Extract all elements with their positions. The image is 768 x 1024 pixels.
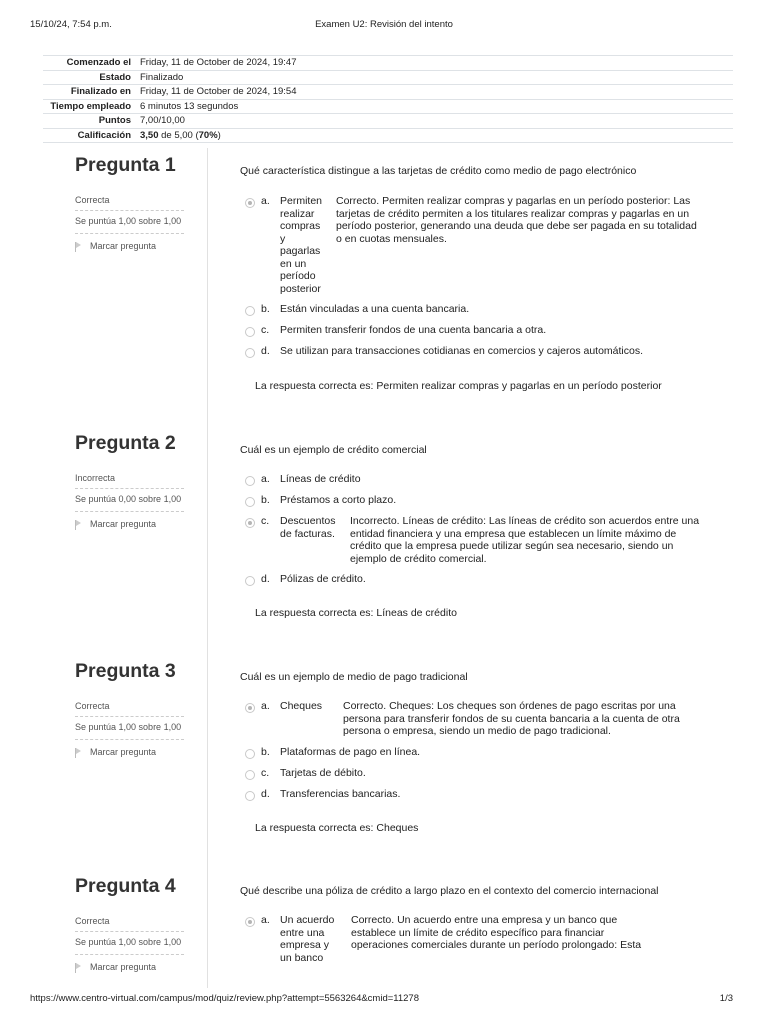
question-content <box>240 165 700 393</box>
grade-percent: 70% <box>198 129 218 141</box>
print-header <box>0 19 768 33</box>
question-content <box>240 671 700 834</box>
answer-text: Préstamos a corto plazo. <box>280 494 397 506</box>
correct-answer-text: La respuesta correcta es: Líneas de crédito <box>255 607 457 619</box>
question-number: Pregunta 2 <box>75 432 176 454</box>
grade-close: ) <box>217 129 221 141</box>
answer-option-d[interactable] <box>240 788 700 801</box>
answer-option-b[interactable] <box>240 303 700 316</box>
flag-question-link[interactable] <box>75 955 184 972</box>
flag-icon <box>75 963 82 972</box>
flag-icon <box>75 242 82 251</box>
answer-list <box>240 473 700 586</box>
radio-unselected[interactable] <box>245 576 255 586</box>
answer-feedback: Correcto. Un acuerdo entre una empresa y un banco que establece un límite de crédito específico para financiar operaciones comerciales durante un período prolongado: Esta <box>351 914 642 951</box>
radio-selected[interactable] <box>245 518 255 528</box>
answer-letter: b. <box>261 745 270 758</box>
flag-icon <box>75 748 82 757</box>
flag-label: Marcar pregunta <box>90 241 157 251</box>
answer-option-d[interactable] <box>240 345 700 358</box>
summary-label: Calificación <box>43 128 140 143</box>
question-info <box>75 660 184 757</box>
summary-row <box>43 56 733 71</box>
answer-letter: d. <box>261 573 270 585</box>
attempt-summary-table <box>43 55 733 143</box>
answer-text: Cheques <box>280 700 323 712</box>
correct-answer-text: La respuesta correcta es: Permiten realizar compras y pagarlas en un período posterior <box>255 380 662 392</box>
radio-selected[interactable] <box>245 917 255 927</box>
radio-unselected[interactable] <box>245 476 255 486</box>
radio-unselected[interactable] <box>245 348 255 358</box>
question-text: Qué describe una póliza de crédito a largo plazo en el contexto del comercio internacional <box>240 885 659 897</box>
answer-letter: a. <box>261 195 270 207</box>
question-number: Pregunta 1 <box>75 154 176 176</box>
answer-option-b[interactable] <box>240 494 700 507</box>
summary-value: Friday, 11 de October de 2024, 19:47 <box>140 56 733 71</box>
radio-unselected[interactable] <box>245 327 255 337</box>
answer-letter: a. <box>261 473 270 485</box>
answer-option-c[interactable] <box>240 324 700 337</box>
radio-selected[interactable] <box>245 703 255 713</box>
answer-option-a[interactable] <box>240 700 700 738</box>
question-number: Pregunta 3 <box>75 660 176 682</box>
flag-icon <box>75 520 82 529</box>
question-state: Correcta <box>75 916 184 932</box>
answer-letter: d. <box>261 787 270 800</box>
summary-value: 7,00/10,00 <box>140 114 733 129</box>
flag-question-link[interactable] <box>75 234 184 251</box>
grade-max: de 5,00 ( <box>158 129 199 141</box>
answer-text: Pólizas de crédito. <box>280 573 366 585</box>
answer-option-c[interactable] <box>240 767 700 780</box>
answer-option-d[interactable] <box>240 573 700 586</box>
print-page-title: Examen U2: Revisión del intento <box>315 19 453 30</box>
answer-feedback: Incorrecto. Líneas de crédito: Las líneas de crédito son acuerdos entre una entidad financiera y una empresa que establecen un límite máximo de crédito que la empresa puede utilizar según sea necesario, siendo un ejemplo de crédito comercial. <box>350 515 700 565</box>
answer-list <box>240 914 660 964</box>
summary-row <box>43 70 733 85</box>
summary-row <box>43 128 733 143</box>
summary-label: Estado <box>43 70 140 85</box>
print-date: 15/10/24, 7:54 p.m. <box>30 19 112 30</box>
answer-letter: b. <box>261 303 270 315</box>
question-grade: Se puntúa 0,00 sobre 1,00 <box>75 489 184 512</box>
summary-value: Finalizado <box>140 70 733 85</box>
grade-value <box>140 128 733 143</box>
question-grade: Se puntúa 1,00 sobre 1,00 <box>75 932 184 955</box>
print-url: https://www.centro-virtual.com/campus/mod/quiz/review.php?attempt=5563264&cmid=11278 <box>30 993 420 1004</box>
answer-text: Están vinculadas a una cuenta bancaria. <box>280 303 470 315</box>
question-number: Pregunta 4 <box>75 875 176 897</box>
answer-text: Transferencias bancarias. <box>280 787 401 800</box>
answer-option-a[interactable] <box>240 914 660 964</box>
question-info <box>75 154 184 251</box>
column-divider <box>207 148 208 988</box>
answer-option-b[interactable] <box>240 746 700 759</box>
question-info <box>75 432 184 529</box>
summary-row <box>43 99 733 114</box>
flag-label: Marcar pregunta <box>90 747 157 757</box>
summary-label: Finalizado en <box>43 85 140 100</box>
answer-text: Permiten realizar compras y pagarlas en un período posterior <box>280 195 323 295</box>
summary-label: Puntos <box>43 114 140 129</box>
answer-list <box>240 700 700 801</box>
flag-question-link[interactable] <box>75 512 184 529</box>
print-footer <box>0 993 768 1007</box>
answer-letter: c. <box>261 324 270 336</box>
question-content <box>240 885 660 972</box>
answer-list <box>240 195 700 358</box>
flag-label: Marcar pregunta <box>90 962 157 972</box>
answer-option-c[interactable] <box>240 515 700 565</box>
answer-letter: a. <box>261 914 270 926</box>
question-text: Qué característica distingue a las tarjetas de crédito como medio de pago electrónico <box>240 165 637 177</box>
correct-answer-text: La respuesta correcta es: Cheques <box>255 821 419 834</box>
answer-text: Se utilizan para transacciones cotidianas en comercios y cajeros automáticos. <box>280 345 644 357</box>
page-number: 1/3 <box>719 993 733 1004</box>
summary-value: Friday, 11 de October de 2024, 19:54 <box>140 85 733 100</box>
summary-label: Tiempo empleado <box>43 99 140 114</box>
summary-value: 6 minutos 13 segundos <box>140 99 733 114</box>
answer-text: Líneas de crédito <box>280 473 361 485</box>
question-text: Cuál es un ejemplo de crédito comercial <box>240 444 427 456</box>
radio-unselected[interactable] <box>245 791 255 801</box>
radio-unselected[interactable] <box>245 306 255 316</box>
question-state: Correcta <box>75 701 184 717</box>
answer-text: Tarjetas de débito. <box>280 766 366 779</box>
answer-text: Plataformas de pago en línea. <box>280 745 421 758</box>
answer-letter: c. <box>261 515 270 527</box>
question-state: Correcta <box>75 195 184 211</box>
summary-row <box>43 114 733 129</box>
flag-question-link[interactable] <box>75 740 184 757</box>
answer-feedback: Correcto. Permiten realizar compras y pagarlas en un período posterior: Las tarjetas de crédito permiten a los titulares realizar compras y pagarlas en un período posterior, generando una deuda que debe ser pagada en su totalidad o en cuotas mensuales. <box>336 195 697 245</box>
radio-selected[interactable] <box>245 198 255 208</box>
grade-score: 3,50 <box>140 129 159 141</box>
answer-option-a[interactable] <box>240 473 700 486</box>
answer-feedback: Correcto. Cheques: Los cheques son órdenes de pago escritas por una persona para transferir fondos de su cuenta bancaria a la cuenta de otra persona o empresa, siendo un medio de pago tradicional. <box>343 700 680 737</box>
answer-text: Permiten transferir fondos de una cuenta bancaria a otra. <box>280 324 547 336</box>
answer-option-a[interactable] <box>240 195 700 295</box>
flag-label: Marcar pregunta <box>90 519 157 529</box>
question-grade: Se puntúa 1,00 sobre 1,00 <box>75 717 184 740</box>
answer-letter: d. <box>261 345 270 357</box>
radio-unselected[interactable] <box>245 770 255 780</box>
answer-letter: a. <box>261 700 270 712</box>
question-state: Incorrecta <box>75 473 184 489</box>
answer-letter: c. <box>261 766 270 779</box>
answer-letter: b. <box>261 494 270 506</box>
answer-text: Descuentos de facturas. <box>280 515 336 540</box>
question-text: Cuál es un ejemplo de medio de pago tradicional <box>240 671 468 683</box>
answer-text: Un acuerdo entre una empresa y un banco <box>280 914 335 964</box>
question-grade: Se puntúa 1,00 sobre 1,00 <box>75 211 184 234</box>
question-content <box>240 444 700 620</box>
radio-unselected[interactable] <box>245 497 255 507</box>
radio-unselected[interactable] <box>245 749 255 759</box>
question-info <box>75 875 184 972</box>
summary-label: Comenzado el <box>43 56 140 71</box>
summary-row <box>43 85 733 100</box>
